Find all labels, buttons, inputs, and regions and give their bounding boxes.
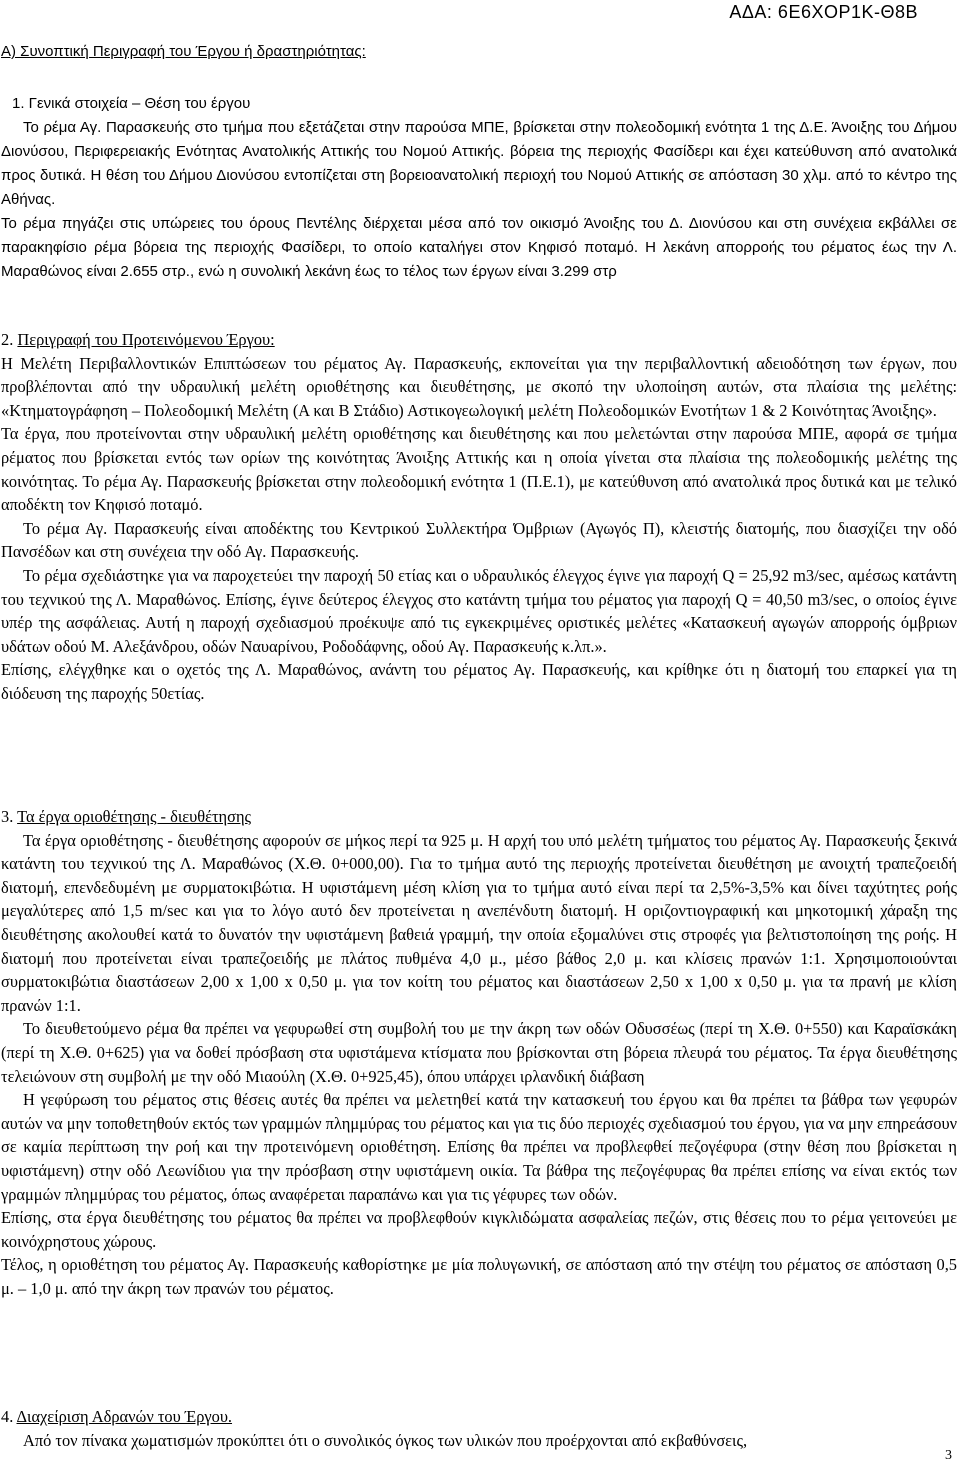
section-3-paragraph: Τα έργα οριοθέτησης - διευθέτησης αφορούν σε μήκος περί τα 925 μ. Η αρχή του υπό μελέτη τμήματος του ρέματος Αγ. Παρασκευής ξεκινά κατάντη του τεχνικού της Λ. Μαραθώνος (Χ.Θ. 0+000,00). Για το τμήμα αυτό της περιοχής προτείνεται διευθέτηση με ανοιχτή τραπεζοειδή διατομή, επενδεδυμένη με συρματοκιβώτια. Η υφιστάμενη μέση κλίση για το τμήμα αυτό είναι περί τα 2,5%-3,5% και δίνει ταχύτητες ροής μεγαλύτερες από 1,5 m/sec και για το λόγο αυτό δεν προτείνεται η ανεπένδυτη διατομή. Η οριζοντιογραφική και μηκοτομική χάραξη της διευθέτησης ακολουθεί κατά το δυνατόν την υφιστάμενη βαθειά γραμμή, την οποία εξομαλύνει στις στροφές για βελτιστοποίηση της ροής. Η διατομή που προτείνεται είναι τραπεζοειδής με πλάτος πυθμένα 4,0 μ., μέσο βάθος 2,0 μ. και κλίσεις πρανών 1:1. Χρησιμοποιούνται συρματοκιβώτια διαστάσεων 2,00 x 1,00 x 0,50 μ. για τον κοίτη του ρέματος και διαστάσεων 2,50 x 1,00 x 0,50 μ. για τα πρανή με κλίση πρανών 1:1.: [1, 830, 957, 1015]
ada-code: ΑΔΑ: 6Ε6ΧΟΡ1Κ-Θ8Β: [729, 2, 918, 22]
section-1-paragraph: Το ρέμα πηγάζει στις υπώρειες του όρους Πεντέλης διέρχεται μέσα από τον οικισμό Άνοιξης του Δ. Διονύσου και στη συνέχεια εκβάλλει σε παρακηφίσιο ρέμα βόρεια της περιοχής Φασίδερι, το οποίο καταλήγει στον Κηφισό ποταμό. Η λεκάνη απορροής του ρέματος έως την Λ. Μαραθώνος είναι 2.655 στρ., ενώ η συνολική λεκάνη έως το τέλος των έργων είναι 3.299 στρ: [1, 215, 957, 280]
page-number: 3: [945, 1448, 952, 1463]
section-3-number: 3.: [1, 807, 14, 826]
section-3-paragraph: Το διευθετούμενο ρέμα θα πρέπει να γεφυρωθεί στη συμβολή του με την άκρη των οδών Οδυσσέως (περί τη Χ.Θ. 0+550) και Καραϊσκάκη (περί τη Χ.Θ. 0+625) για να δοθεί πρόσβαση στα υφιστάμενα κτίσματα που βρίσκονται στη βόρεια πλευρά του ρέματος. Τα έργα διευθέτησης τελειώνουν στη συμβολή με την οδό Μιαούλη (Χ.Θ. 0+925,45), όπου υπάρχει ιρλανδική διάβαση: [1, 1019, 957, 1086]
section-2-number: 2.: [1, 330, 14, 349]
section-2-title: Περιγραφή του Προτεινόμενου Έργου:: [17, 330, 275, 349]
section-3: [1, 805, 957, 1300]
section-3-title: Τα έργα οριοθέτησης - διευθέτησης: [17, 807, 252, 826]
section-2-paragraph: Επίσης, ελέγχθηκε και ο οχετός της Λ. Μαραθώνος, ανάντη του ρέματος Αγ. Παρασκευής, και κρίθηκε ότι η διατομή του επαρκεί για τη διόδευση της παροχής 50ετίας.: [1, 660, 957, 703]
section-3-paragraph: Η γεφύρωση του ρέματος στις θέσεις αυτές θα πρέπει να μελετηθεί κατά την κατασκευή του έργου και θα πρέπει τα βάθρα των γεφυρών αυτών να μην τοποθετηθούν εκτός των γραμμών πλημμύρας του ρέματος και για τις δύο περιοχές σχεδιασμού του έργου, για να μην επηρεάσουν σε καμία περίπτωση την ροή και την προτεινόμενη οριοθέτηση. Επίσης θα πρέπει να προβλεφθεί πεζογέφυρα (στην θέση που βρίσκεται η υφιστάμενη) στην οδό Λεωνίδιου για την πρόσβαση στην υφιστάμενη οικία. Τα βάθρα της πεζογέφυρας θα πρέπει επίσης να είναι εκτός των γραμμών πλημμύρας του ρέματος, όπως αναφέρεται παραπάνω και για τις γέφυρες των οδών.: [1, 1090, 957, 1204]
section-1: [1, 92, 957, 284]
section-3-paragraph: Επίσης, στα έργα διευθέτησης του ρέματος θα πρέπει να προβλεφθούν κιγκλιδώματα ασφαλείας πεζών, στις θέσεις που το ρέμα γειτονεύει με κοινόχρηστους χώρους.: [1, 1208, 957, 1251]
section-2: [1, 328, 957, 706]
section-a-title: Α) Συνοπτική Περιγραφή του Έργου ή δραστηριότητας:: [1, 43, 366, 60]
section-2-paragraph: Η Μελέτη Περιβαλλοντικών Επιπτώσεων του ρέματος Αγ. Παρασκευής, εκπονείται για την περιβαλλοντική αδειοδότηση των έργων, που προβλέπονται από την υδραυλική μελέτη οριοθέτησης και διευθέτησης, με σκοπό την υλοποίηση αυτών, στα πλαίσια της μελέτης: «Κτηματογράφηση – Πολεοδομική Μελέτη (Α και Β Στάδιο) Αστικογεωλογική μελέτη Πολεοδομικών Ενοτήτων 1 & 2 Κοινότητας Άνοιξης».: [1, 353, 957, 420]
section-1-title: 1. Γενικά στοιχεία – Θέση του έργου: [12, 95, 251, 112]
section-4-heading: [1, 1405, 957, 1429]
section-2-paragraph: Το ρέμα Αγ. Παρασκευής είναι αποδέκτης του Κεντρικού Συλλεκτήρα Όμβριων (Αγωγός Π), κλειστής διατομής, που διασχίζει την οδό Πανσέδων και στη συνέχεια την οδό Αγ. Παρασκευής.: [1, 518, 957, 562]
section-4-title: Διαχείριση Αδρανών του Έργου.: [16, 1407, 233, 1426]
section-4-paragraph: Από τον πίνακα χωματισμών προκύπτει ότι ο συνολικός όγκος των υλικών που προέρχονται από εκβαθύνσεις,: [23, 1430, 748, 1450]
section-2-heading: [1, 328, 957, 352]
section-3-paragraph: Τέλος, η οριοθέτηση του ρέματος Αγ. Παρασκευής καθορίστηκε με μία πολυγωνική, σε απόσταση από την στέψη του ρέματος σε απόσταση 0,5 μ. – 1,0 μ. από την άκρη των πρανών του ρέματος.: [1, 1255, 957, 1298]
section-4-number: 4.: [1, 1407, 14, 1426]
section-3-heading: [1, 805, 957, 829]
section-4: [1, 1405, 957, 1452]
section-2-paragraph: Το ρέμα σχεδιάστηκε για να παροχετεύει την παροχή 50 ετίας και ο υδραυλικός έλεγχος έγινε για παροχή Q = 25,92 m3/sec, αμέσως κατάντη του τεχνικού της Λ. Μαραθώνος. Επίσης, έγινε δεύτερος έλεγχος στο κατάντη τμήμα του ρέματος για παροχή Q = 40,50 m3/sec, ο οποίος έγινε υπέρ της ασφάλειας. Αυτή η παροχή σχεδιασμού προέκυψε από τις εγκεκριμένες οριστικές μελέτες «Κατασκευή αγωγών απορροής όμβριων υδάτων οδού Μ. Αλεξάνδρου, οδών Ναυαρίνου, Ροδοδάφνης, οδού Αγ. Παρασκευής κ.λπ.».: [1, 565, 957, 656]
section-1-paragraph: Το ρέμα Αγ. Παρασκευής στο τμήμα που εξετάζεται στην παρούσα ΜΠΕ, βρίσκεται στην πολεοδομική ενότητα 1 της Δ.Ε. Άνοιξης του Δήμου Διονύσου, Περιφερειακής Ενότητας Ανατολικής Αττικής του Νομού Αττικής. βόρεια της περιοχής Φασίδερι και έχει κατεύθυνση από ανατολικά προς δυτικά. Η θέση του Δήμου Διονύσου εντοπίζεται στη βορειοανατολική περιοχή του Νομού Αττικής σε απόσταση 30 χλμ. από το κέντρο της Αθήνας.: [1, 119, 957, 208]
section-2-paragraph: Τα έργα, που προτείνονται στην υδραυλική μελέτη οριοθέτησης και διευθέτησης και που μελετώνται στην παρούσα ΜΠΕ, αφορά σε τμήμα ρέματος που βρίσκεται εντός των ορίων της κοινότητας Άνοιξης Αττικής και η οποία γίνεται στα πλαίσια της πολεοδομικής μελέτης της κοινότητας. Το ρέμα Αγ. Παρασκευής βρίσκεται στην πολεοδομική ενότητα 1 (Π.Ε.1), με κατεύθυνση από ανατολικά προς δυτικά και με τελικό αποδέκτη τον Κηφισό ποταμό.: [1, 424, 957, 515]
